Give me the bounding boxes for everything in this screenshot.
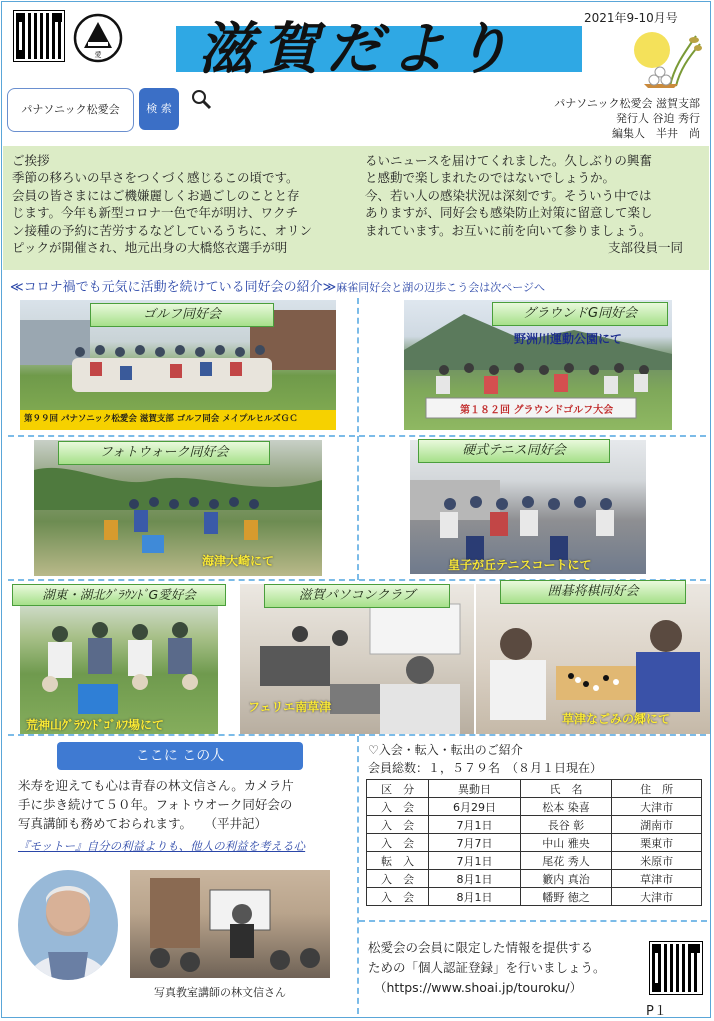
table-row [367,816,702,834]
notice-url[interactable]: （https://www.shoai.jp/touroku/） [374,980,583,995]
table-row [367,888,702,906]
qr-code-top[interactable] [14,11,64,61]
notice-line: 松愛会の会員に限定した情報を提供する [368,940,594,955]
person-portrait [18,870,118,980]
org-button[interactable]: パナソニック松愛会 [7,88,134,132]
photowalk-place: 海津大崎にて [202,554,275,568]
members-heading: ♡入会・転入・転出のご紹介 [368,743,523,757]
members-col-header: 区 分 [367,780,429,798]
kohoku-place: 荒神山ｸﾞﾗｳﾝﾄﾞｺﾞﾙﾌ場にて [26,718,165,732]
issue-date: 2021年9-10月号 [584,11,678,25]
person-text-line: 手に歩き続けて５０年。フォトウオーク同好会の [18,797,293,812]
divider-vertical [357,298,359,580]
cell-name: 幡野 徳之 [520,888,612,906]
greeting-line: まれています。お互いに前を向いて参りましょう。 [365,222,652,238]
ground-golf-photo-banner: 第１８２回 グラウンドゴルフ大会 [460,405,614,416]
label-ground-golf: グラウンドG同好会 [492,302,668,326]
greeting-line: 今、若い人の感染状況は深刻です。そういう中では [365,187,652,203]
table-row [367,870,702,888]
members-total: 会員総数：１，５７９名 （８月１日現在） [368,761,603,775]
igo-place: 草津なごみの郷にて [562,712,671,726]
svg-text:愛: 愛 [94,51,102,59]
person-text [18,776,354,833]
cell-date: 7月1日 [429,852,520,870]
greeting-right [365,152,705,256]
cell-type: 入 会 [367,798,429,816]
cell-type: 転 入 [367,852,429,870]
cell-type: 入 会 [367,888,429,906]
moon-viewing-illustration [630,28,702,90]
tennis-place: 皇子が丘テニスコートにて [448,558,592,572]
publisher-branch: パナソニック松愛会 滋賀支部 [554,97,700,110]
person-heading: ここに この人 [57,742,303,770]
person-motto: 『モットー』自分の利益よりも、他人の利益を考える心 [18,839,306,853]
person-text-line: 写真講師も務めておられます。 （平井記） [18,816,268,831]
notice-line: ための「個人認証登録」を行いましょう。 [368,960,606,975]
shoai-logo [73,13,123,63]
golf-photo-banner: 第９９回 パナソニック松愛会 滋賀支部 ゴルフ同会 メイプルヒルズＧＣ [24,414,298,424]
cell-city: 栗東市 [612,834,702,852]
cell-date: 8月1日 [429,870,520,888]
club-banner-main: ≪コロナ禍でも元気に活動を続けている同好会の紹介≫ [10,280,337,295]
members-col-header: 住 所 [612,780,702,798]
qr-code-registration[interactable] [650,942,702,994]
cell-name: 松本 染喜 [520,798,612,816]
greeting-line: 会員の皆さまにはご機嫌麗しくお過ごしのことと存 [12,187,300,203]
greeting-line: と感動で楽しまれたのではないでしょうか。 [365,170,616,186]
newsletter-title: 滋賀だより [198,16,518,82]
label-tennis: 硬式テニス同好会 [418,439,610,463]
label-golf: ゴルフ同好会 [90,303,274,327]
greeting-line: じます。今年も新型コロナ一色で年が明け、ワクチ [12,205,299,221]
cell-date: 6月29日 [429,798,520,816]
cell-city: 米原市 [612,852,702,870]
divider-horizontal [359,920,707,922]
label-photowalk: フォトウォーク同好会 [58,441,270,465]
table-row [367,798,702,816]
cell-type: 入 会 [367,816,429,834]
label-pc-club: 滋賀パソコンクラブ [264,584,450,608]
publisher-editor: 編集人 半井 尚 [612,127,700,140]
club-banner [10,276,710,295]
kohoku-photo [20,584,218,734]
greeting-line: るいニュースを届けてくれました。久しぶりの興奮 [365,153,652,168]
cell-type: 入 会 [367,834,429,852]
club-banner-sub: 麻雀同好会と湖の辺歩こう会は次ページへ [336,281,546,294]
table-row [367,834,702,852]
cell-city: 大津市 [612,798,702,816]
members-col-header: 異動日 [429,780,520,798]
search-button[interactable]: 検 索 [139,88,179,130]
greeting-line: ン接種の予約に苦労するなどしているうちに、オリン [12,222,313,238]
person-photo-caption: 写真教室講師の林文信さん [154,986,286,999]
greeting-left [12,152,357,256]
ground-golf-place: 野洲川運動公園にて [514,332,623,346]
label-kohoku: 湖東・湖北ｸﾞﾗｳﾝﾄﾞG愛好会 [12,584,226,606]
cell-city: 大津市 [612,888,702,906]
cell-date: 7月1日 [429,816,520,834]
pc-club-place: フェリエ南草津 [248,700,332,714]
cell-name: 長谷 彰 [520,816,612,834]
page-number: P１ [646,1004,667,1019]
greeting-signature: 支部役員一同 [607,240,683,256]
cell-name: 籔内 真治 [520,870,612,888]
greeting-heading: ご挨拶 [12,153,50,168]
notice-text [368,938,638,998]
greeting-line: ありますが、同好会も感染防止対策に留意して楽し [365,205,653,221]
cell-name: 尾花 秀人 [520,852,612,870]
publisher-block [520,96,700,141]
greeting-line: ピックが開催され、地元出身の大橋悠衣選手が明 [12,240,288,256]
cell-name: 中山 雅央 [520,834,612,852]
greeting-line: 季節の移ろいの早さをつくづく感じるこの頃です。 [12,170,299,186]
cell-date: 7月7日 [429,834,520,852]
person-text-line: 米寿を迎えても心は青春の林文信さん。カメラ片 [18,778,294,793]
magnifier-icon [190,88,212,110]
table-row [367,852,702,870]
publisher-issuer: 発行人 谷迫 秀行 [616,112,700,125]
cell-city: 湖南市 [612,816,702,834]
divider-horizontal [8,435,706,437]
divider-vertical [357,736,359,1014]
classroom-photo [130,870,330,978]
members-col-header: 氏 名 [520,780,612,798]
cell-city: 草津市 [612,870,702,888]
cell-type: 入 会 [367,870,429,888]
label-igo: 囲碁将棋同好会 [500,580,686,604]
cell-date: 8月1日 [429,888,520,906]
members-table [366,779,702,906]
